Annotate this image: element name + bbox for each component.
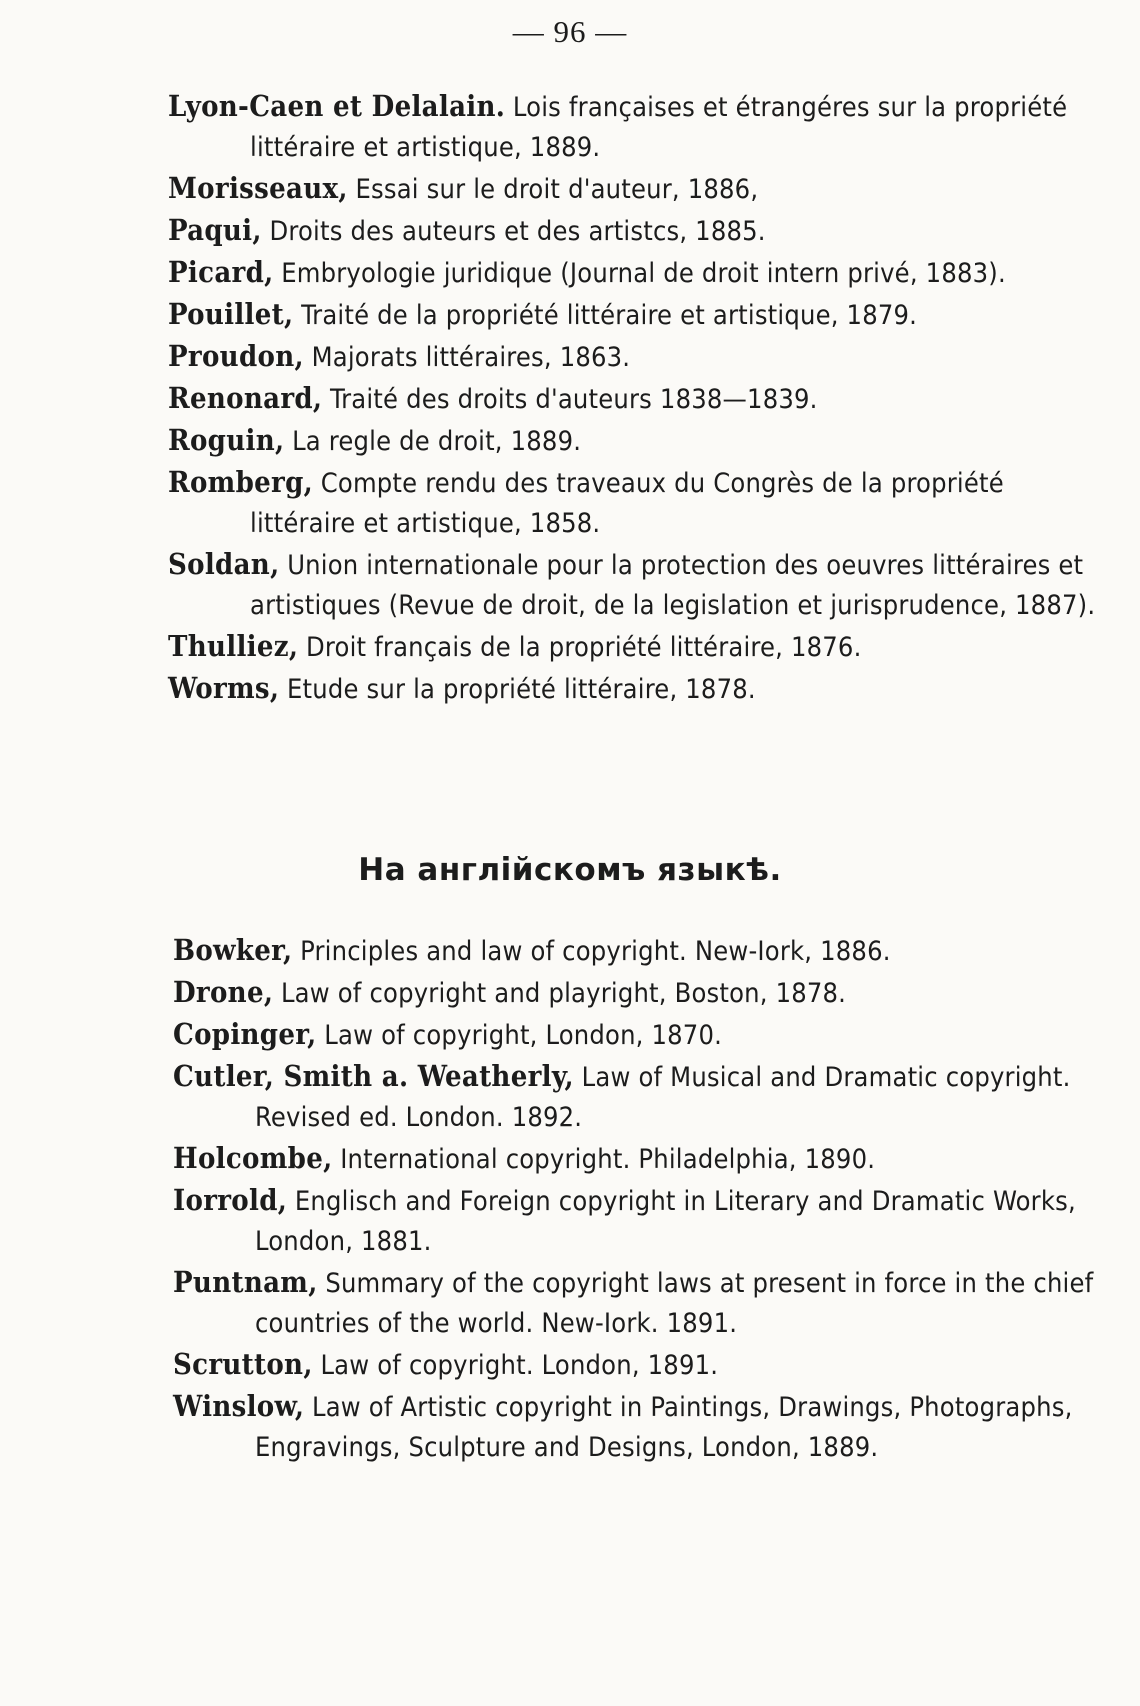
entry-author: Winslow, bbox=[173, 1389, 305, 1423]
bibliography-entry bbox=[173, 1344, 1098, 1386]
entry-work: Law of Artistic copyright in Paintings, Drawings, Photographs, Engravings, Sculpture and Designs, London, 1889. bbox=[255, 1392, 1073, 1463]
entry-work: Majorats littéraires, 1863. bbox=[311, 342, 631, 373]
entry-author: Puntnam, bbox=[173, 1265, 318, 1299]
page-number: — 96 — bbox=[512, 14, 628, 49]
bibliography-entry bbox=[168, 336, 1098, 378]
entry-work: Essai sur le droit d'auteur, 1886, bbox=[355, 174, 759, 205]
entry-work: Law of copyright. London, 1891. bbox=[320, 1350, 719, 1381]
entry-author: Iorrold, bbox=[173, 1183, 288, 1217]
bibliography-entry bbox=[173, 1386, 1098, 1468]
entry-author: Cutler, Smith a. Weatherly, bbox=[173, 1059, 574, 1093]
bibliography-entry bbox=[168, 252, 1098, 294]
entry-author: Roguin, bbox=[168, 423, 285, 457]
entry-author: Drone, bbox=[173, 975, 274, 1009]
bibliography-entry bbox=[168, 210, 1098, 252]
entry-work: Embryologie juridique (Journal de droit intern privé, 1883). bbox=[281, 258, 1006, 289]
bibliography-entry bbox=[173, 1014, 1098, 1056]
entry-work: Englisch and Foreign copyright in Literary and Dramatic Works, London, 1881. bbox=[255, 1186, 1076, 1257]
entry-work: Law of copyright and playright, Boston, 1878. bbox=[280, 978, 847, 1009]
entry-work: Compte rendu des traveaux du Congrès de la propriété littéraire et artistique, 1858. bbox=[250, 468, 1004, 539]
entry-work: Droits des auteurs et des artistcs, 1885. bbox=[269, 216, 766, 247]
entry-author: Proudon, bbox=[168, 339, 304, 373]
entry-work: Traité de la propriété littéraire et artistique, 1879. bbox=[301, 300, 918, 331]
bibliography-entry bbox=[168, 86, 1098, 168]
bibliography-entry bbox=[173, 1056, 1098, 1138]
entry-work: Summary of the copyright laws at present in force in the chief countries of the world. New-Iork. 1891. bbox=[255, 1268, 1094, 1339]
section-heading: На англійскомъ языкѣ. bbox=[358, 852, 782, 888]
bibliography-entry bbox=[173, 972, 1098, 1014]
bibliography-entry bbox=[168, 378, 1098, 420]
english-bibliography-list bbox=[173, 930, 1098, 1468]
entry-author: Copinger, bbox=[173, 1017, 317, 1051]
entry-author: Soldan, bbox=[168, 547, 280, 581]
bibliography-entry bbox=[168, 668, 1098, 710]
entry-author: Worms, bbox=[168, 671, 280, 705]
entry-author: Bowker, bbox=[173, 933, 293, 967]
entry-work: International copyright. Philadelphia, 1890. bbox=[340, 1144, 876, 1175]
entry-work: Etude sur la propriété littéraire, 1878. bbox=[287, 674, 756, 705]
entry-author: Morisseaux, bbox=[168, 171, 348, 205]
bibliography-entry bbox=[168, 294, 1098, 336]
entry-work: Principles and law of copyright. New-Iork, 1886. bbox=[300, 936, 891, 967]
entry-author: Paqui, bbox=[168, 213, 262, 247]
bibliography-entry bbox=[168, 420, 1098, 462]
entry-author: Renonard, bbox=[168, 381, 323, 415]
bibliography-entry bbox=[168, 626, 1098, 668]
entry-author: Lyon-Caen et Delalain. bbox=[168, 89, 506, 123]
entry-author: Thulliez, bbox=[168, 629, 299, 663]
entry-work: Traité des droits d'auteurs 1838—1839. bbox=[330, 384, 818, 415]
entry-work: Law of copyright, London, 1870. bbox=[324, 1020, 723, 1051]
bibliography-entry bbox=[168, 168, 1098, 210]
entry-work: Droit français de la propriété littéraire, 1876. bbox=[306, 632, 862, 663]
entry-author: Holcombe, bbox=[173, 1141, 333, 1175]
entry-author: Picard, bbox=[168, 255, 274, 289]
bibliography-entry bbox=[173, 930, 1098, 972]
entry-work: Lois françaises et étrangéres sur la propriété littéraire et artistique, 1889. bbox=[250, 92, 1068, 163]
entry-work: Union internationale pour la protection des oeuvres littéraires et artistiques (Revue de droit, de la legislation et jurisprudence, 1887). bbox=[250, 550, 1096, 621]
bibliography-entry bbox=[168, 462, 1098, 544]
entry-author: Romberg, bbox=[168, 465, 313, 499]
french-bibliography-list bbox=[168, 86, 1098, 710]
bibliography-entry bbox=[168, 544, 1098, 626]
bibliography-entry bbox=[173, 1262, 1098, 1344]
entry-work: La regle de droit, 1889. bbox=[292, 426, 582, 457]
entry-author: Scrutton, bbox=[173, 1347, 313, 1381]
entry-author: Pouillet, bbox=[168, 297, 294, 331]
entry-work: Law of Musical and Dramatic copyright. Revised ed. London. 1892. bbox=[255, 1062, 1071, 1133]
bibliography-entry bbox=[173, 1180, 1098, 1262]
bibliography-entry bbox=[173, 1138, 1098, 1180]
